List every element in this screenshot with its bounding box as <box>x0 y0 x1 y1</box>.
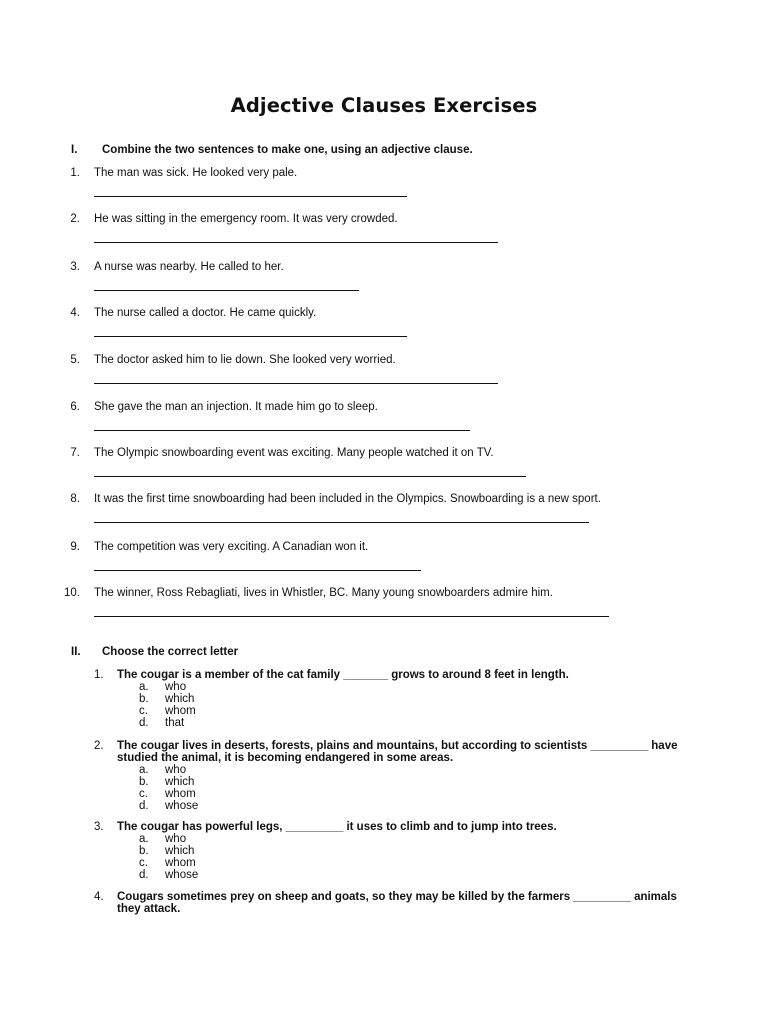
answer-line[interactable] <box>94 616 609 617</box>
section-2-heading-text: Choose the correct letter <box>102 646 239 658</box>
item-sentence: The Olympic snowboarding event was exciting. Many people watched it on TV. <box>94 447 494 459</box>
option-letter: c. <box>139 857 148 869</box>
option-letter: c. <box>139 788 148 800</box>
option-letter: d. <box>139 800 149 812</box>
section-2-numeral: II. <box>71 646 81 658</box>
answer-line[interactable] <box>94 383 498 384</box>
item-sentence: The competition was very exciting. A Canadian won it. <box>94 541 369 553</box>
question-number: 1. <box>94 669 104 681</box>
option-text: whom <box>165 788 196 800</box>
item-number: 2. <box>70 213 80 225</box>
option-text: which <box>165 693 195 705</box>
option-text: whose <box>165 869 199 881</box>
item-number: 5. <box>70 354 80 366</box>
item-number: 7. <box>70 447 80 459</box>
item-sentence: The winner, Ross Rebagliati, lives in Whistler, BC. Many young snowboarders admire him. <box>94 587 553 599</box>
question-text: The cougar lives in deserts, forests, plains and mountains, but according to scientists _________ have studied the animal, it is becoming endangered in some areas. <box>117 740 678 764</box>
option-letter: a. <box>139 764 149 776</box>
answer-line[interactable] <box>94 430 470 431</box>
option-text: who <box>165 681 187 693</box>
item-number: 3. <box>70 261 80 273</box>
item-sentence: He was sitting in the emergency room. It was very crowded. <box>94 213 398 225</box>
option-text: whose <box>165 800 199 812</box>
option-text: whom <box>165 857 196 869</box>
item-sentence: The nurse called a doctor. He came quickly. <box>94 307 317 319</box>
question-text: The cougar has powerful legs, _________ it uses to climb and to jump into trees. <box>117 821 557 833</box>
question-number: 4. <box>94 891 104 903</box>
option-letter: b. <box>139 693 149 705</box>
question-number: 3. <box>94 821 104 833</box>
answer-line[interactable] <box>94 522 589 523</box>
option-letter: b. <box>139 776 149 788</box>
question-text: The cougar is a member of the cat family _______ grows to around 8 feet in length. <box>117 669 569 681</box>
section-1-heading-text: Combine the two sentences to make one, using an adjective clause. <box>102 144 473 156</box>
option-letter: a. <box>139 833 149 845</box>
answer-line[interactable] <box>94 570 421 571</box>
option-letter: c. <box>139 705 148 717</box>
section-1-numeral: I. <box>71 144 78 156</box>
item-number: 9. <box>70 541 80 553</box>
item-sentence: She gave the man an injection. It made him go to sleep. <box>94 401 378 413</box>
option-letter: d. <box>139 869 149 881</box>
item-number: 8. <box>70 493 80 505</box>
option-text: who <box>165 833 187 845</box>
option-letter: a. <box>139 681 149 693</box>
item-number: 10. <box>64 587 80 599</box>
item-number: 4. <box>70 307 80 319</box>
answer-line[interactable] <box>94 476 526 477</box>
answer-line[interactable] <box>94 242 498 243</box>
option-text: whom <box>165 705 196 717</box>
page-title: Adjective Clauses Exercises <box>230 94 538 117</box>
option-letter: d. <box>139 717 149 729</box>
option-text: which <box>165 845 195 857</box>
item-number: 1. <box>70 167 80 179</box>
answer-line[interactable] <box>94 336 407 337</box>
item-number: 6. <box>70 401 80 413</box>
option-text: which <box>165 776 195 788</box>
item-sentence: It was the first time snowboarding had been included in the Olympics. Snowboarding is a new sport. <box>94 493 601 505</box>
item-sentence: A nurse was nearby. He called to her. <box>94 261 284 273</box>
option-text: who <box>165 764 187 776</box>
answer-line[interactable] <box>94 290 359 291</box>
option-text: that <box>165 717 185 729</box>
item-sentence: The doctor asked him to lie down. She looked very worried. <box>94 354 396 366</box>
option-letter: b. <box>139 845 149 857</box>
question-text: Cougars sometimes prey on sheep and goats, so they may be killed by the farmers _________ animals they attack. <box>117 891 677 915</box>
item-sentence: The man was sick. He looked very pale. <box>94 167 298 179</box>
question-number: 2. <box>94 740 104 752</box>
answer-line[interactable] <box>94 196 407 197</box>
